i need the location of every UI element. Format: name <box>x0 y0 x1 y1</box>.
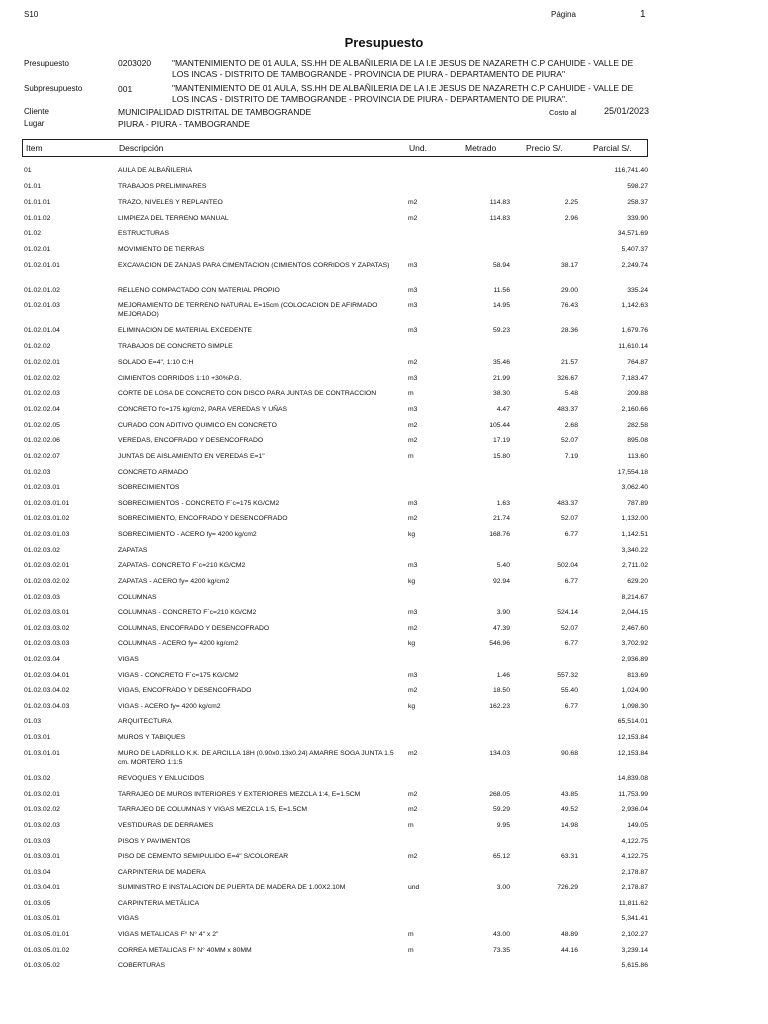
item-parcial: 629.20 <box>627 578 648 585</box>
item-description: TRABAJOS PRELIMINARES <box>118 183 207 190</box>
item-precio: 52.07 <box>560 515 578 522</box>
item-precio: 21.57 <box>560 359 578 366</box>
item-unit: m2 <box>408 853 418 860</box>
item-parcial: 764.87 <box>627 359 648 366</box>
presupuesto-description: "MANTENIMIENTO DE 01 AULA, SS.HH DE ALBAÑILERIA DE LA I.E JESUS DE NAZARETH C.P CAHUIDE - VALLE DE LOS INCAS - DISTRITO DE TAMBOGRANDE - PROVINCIA DE PIURA - DEPARTAMENTO DE PIURA" <box>172 58 634 79</box>
item-parcial: 209.88 <box>627 390 648 397</box>
lugar-value: PIURA - PIURA - TAMBOGRANDE <box>118 119 250 129</box>
item-metrado: 3.90 <box>496 609 510 616</box>
item-parcial: 2,936.04 <box>621 806 648 813</box>
item-metrado: 38.30 <box>492 390 510 397</box>
item-precio: 48.89 <box>560 931 578 938</box>
item-code: 01.03.03 <box>24 838 51 845</box>
item-metrado: 162.23 <box>489 703 510 710</box>
item-code: 01.03.02.03 <box>24 822 60 829</box>
item-metrado: 59.23 <box>492 327 510 334</box>
item-precio: 557.32 <box>557 672 578 679</box>
item-precio: 7.19 <box>564 453 578 460</box>
item-precio: 502.04 <box>557 562 578 569</box>
item-unit: m2 <box>408 199 418 206</box>
item-parcial: 2,936.89 <box>621 656 648 663</box>
item-code: 01.02.01 <box>24 246 51 253</box>
item-description: VEREDAS, ENCOFRADO Y DESENCOFRADO <box>118 437 264 444</box>
item-description: COLUMNAS <box>118 594 157 601</box>
item-parcial: 34,571.69 <box>617 230 648 237</box>
cliente-value: MUNICIPALIDAD DISTRITAL DE TAMBOGRANDE <box>118 107 312 117</box>
item-parcial: 12,153.84 <box>617 750 648 757</box>
item-parcial: 11,610.14 <box>618 343 648 350</box>
item-parcial: 1,098.30 <box>621 703 648 710</box>
item-code: 01.01 <box>24 183 42 190</box>
item-precio: 326.67 <box>557 375 578 382</box>
item-description: VIGAS <box>118 656 139 663</box>
item-code: 01.03 <box>24 718 42 725</box>
item-code: 01.03.04 <box>24 869 51 876</box>
item-metrado: 546.96 <box>489 640 510 647</box>
costo-date: 25/01/2023 <box>604 106 650 116</box>
item-description: VESTIDURAS DE DERRAMES <box>118 822 214 829</box>
item-description: COLUMNAS - ACERO fy= 4200 kg/cm2 <box>118 640 239 647</box>
item-metrado: 268.05 <box>489 791 510 798</box>
column-header-descripcion: Descripción <box>119 143 164 153</box>
item-description: ZAPATAS - ACERO fy= 4200 kg/cm2 <box>118 578 230 585</box>
item-precio: 6.77 <box>564 578 578 585</box>
item-description: VIGAS METALICAS F° N° 4" x 2" <box>118 931 219 938</box>
item-precio: 483.37 <box>557 406 578 413</box>
item-code: 01.02.03.04.02 <box>24 687 70 694</box>
item-precio: 14.98 <box>560 822 578 829</box>
column-header-precio: Precio S/. <box>526 143 563 153</box>
item-code: 01.03.02 <box>24 775 51 782</box>
item-unit: kg <box>408 703 416 710</box>
item-description: SOBRECIMIENTO - ACERO fy= 4200 kg/cm2 <box>118 531 257 538</box>
item-parcial: 813.69 <box>627 672 648 679</box>
item-unit: m3 <box>408 406 418 413</box>
costo-label: Costo al <box>549 108 577 117</box>
item-code: 01.02.03.03.01 <box>24 609 70 616</box>
subpresupuesto-description: "MANTENIMIENTO DE 01 AULA, SS.HH DE ALBAÑILERIA DE LA I.E JESUS DE NAZARETH C.P CAHUIDE - VALLE DE LOS INCAS - DISTRITO DE TAMBOGRANDE - PROVINCIA DE PIURA - DEPARTAMENTO DE PIURA". <box>172 83 634 104</box>
item-parcial: 1,142.63 <box>621 302 648 309</box>
item-metrado: 105.44 <box>489 422 510 429</box>
item-precio: 55.40 <box>560 687 578 694</box>
item-parcial: 258.37 <box>627 199 648 206</box>
item-code: 01.02.03.03.03 <box>24 640 70 647</box>
item-unit: m2 <box>408 359 418 366</box>
item-parcial: 598.27 <box>627 183 648 190</box>
item-parcial: 4,122.75 <box>621 838 648 845</box>
item-description: ELIMINACION DE MATERIAL EXCEDENTE <box>118 327 253 334</box>
item-description: VIGAS - CONCRETO F´c=175 KG/CM2 <box>118 672 239 679</box>
item-description: EXCAVACION DE ZANJAS PARA CIMENTACION (CIMIENTOS CORRIDOS Y ZAPATAS) <box>118 262 390 269</box>
item-code: 01.02.03.04 <box>24 656 60 663</box>
item-description: MURO DE LADRILLO K.K. DE ARCILLA 18H (0.90x0.13x0.24) AMARRE SOGA JUNTA 1.5 cm. MORTERO 1:1:5 <box>118 750 394 766</box>
item-precio: 6.77 <box>564 640 578 647</box>
table-header <box>22 139 648 157</box>
item-metrado: 114.83 <box>489 199 510 206</box>
item-unit: m <box>408 390 414 397</box>
item-metrado: 17.19 <box>492 437 510 444</box>
item-metrado: 14.95 <box>492 302 510 309</box>
item-description: CONCRETO ARMADO <box>118 469 189 476</box>
item-parcial: 335.24 <box>627 287 648 294</box>
item-code: 01.02.03.01.02 <box>24 515 70 522</box>
item-code: 01.02.01.02 <box>24 287 60 294</box>
item-parcial: 11,753.99 <box>618 791 648 798</box>
item-description: PISOS Y PAVIMENTOS <box>118 838 191 845</box>
item-parcial: 5,341.41 <box>621 915 648 922</box>
item-code: 01.02.02.05 <box>24 422 60 429</box>
item-parcial: 17,554.18 <box>617 469 648 476</box>
item-description: VIGAS <box>118 915 139 922</box>
item-code: 01.03.03.01 <box>24 853 60 860</box>
item-precio: 6.77 <box>564 531 578 538</box>
item-metrado: 59.29 <box>492 806 510 813</box>
item-parcial: 14,839.08 <box>617 775 648 782</box>
item-precio: 63.31 <box>560 853 578 860</box>
item-code: 01.03.02.02 <box>24 806 60 813</box>
item-precio: 90.68 <box>560 750 578 757</box>
item-description: CORTE DE LOSA DE CONCRETO CON DISCO PARA JUNTAS DE CONTRACCION <box>118 390 377 397</box>
item-metrado: 5.40 <box>496 562 510 569</box>
item-description: CARPINTERIA METÁLICA <box>118 900 200 907</box>
item-parcial: 1,679.76 <box>621 327 648 334</box>
item-code: 01.02.03.03.02 <box>24 625 70 632</box>
item-parcial: 1,024.90 <box>621 687 648 694</box>
item-description: MEJORAMIENTO DE TERRENO NATURAL E=15cm (COLOCACION DE AFIRMADO MEJORADO) <box>118 302 378 318</box>
column-header-parcial: Parcial S/. <box>593 143 632 153</box>
item-unit: m <box>408 453 414 460</box>
item-parcial: 4,122.75 <box>621 853 648 860</box>
item-unit: m3 <box>408 500 418 507</box>
item-unit: m3 <box>408 375 418 382</box>
item-metrado: 11.56 <box>493 287 510 294</box>
item-parcial: 2,102.27 <box>621 931 648 938</box>
document-title: Presupuesto <box>344 35 424 50</box>
item-code: 01.02.02.01 <box>24 359 60 366</box>
item-parcial: 116,741.40 <box>614 167 648 174</box>
item-parcial: 2,467.60 <box>621 625 648 632</box>
item-unit: m <box>408 931 414 938</box>
item-precio: 726.29 <box>557 884 578 891</box>
item-unit: m2 <box>408 515 418 522</box>
item-metrado: 43.00 <box>492 931 510 938</box>
item-code: 01.02.03 <box>24 469 51 476</box>
item-precio: 44.16 <box>560 947 578 954</box>
item-parcial: 3,340.22 <box>621 547 648 554</box>
item-code: 01.02.03.03 <box>24 594 60 601</box>
item-parcial: 3,062.40 <box>621 484 648 491</box>
item-precio: 29.00 <box>560 287 578 294</box>
item-metrado: 47.39 <box>492 625 510 632</box>
item-code: 01.01.02 <box>24 215 51 222</box>
item-precio: 5.48 <box>564 390 578 397</box>
item-unit: m2 <box>408 437 418 444</box>
item-metrado: 15.80 <box>492 453 510 460</box>
item-parcial: 149.05 <box>627 822 648 829</box>
item-code: 01.03.01.01 <box>24 750 60 757</box>
item-code: 01.03.05.01.01 <box>24 931 70 938</box>
item-description: TRAZO, NIVELES Y REPLANTEO <box>118 199 223 206</box>
item-description: CIMIENTOS CORRIDOS 1:10 +30%P.G. <box>118 375 242 382</box>
item-code: 01.03.01 <box>24 734 51 741</box>
item-parcial: 3,239.14 <box>621 947 648 954</box>
item-description: ARQUITECTURA <box>118 718 172 725</box>
item-unit: m <box>408 947 414 954</box>
item-parcial: 11,811.62 <box>618 900 648 907</box>
item-precio: 524.14 <box>557 609 578 616</box>
item-parcial: 7,183.47 <box>621 375 648 382</box>
item-description: CURADO CON ADITIVO QUIMICO EN CONCRETO <box>118 422 277 429</box>
item-metrado: 21.74 <box>492 515 510 522</box>
item-code: 01.02 <box>24 230 42 237</box>
item-description: CONCRETO f'c=175 kg/cm2, PARA VEREDAS Y UÑAS <box>118 406 288 413</box>
item-unit: m <box>408 822 414 829</box>
item-parcial: 2,160.66 <box>621 406 648 413</box>
item-parcial: 12,153.84 <box>617 734 648 741</box>
item-description: ZAPATAS <box>118 547 148 554</box>
item-metrado: 114.83 <box>489 215 510 222</box>
item-parcial: 2,044.15 <box>621 609 648 616</box>
item-code: 01.02.02.07 <box>24 453 60 460</box>
item-unit: m3 <box>408 562 418 569</box>
item-description: VIGAS, ENCOFRADO Y DESENCOFRADO <box>118 687 252 694</box>
item-unit: kg <box>408 640 416 647</box>
item-precio: 49.52 <box>560 806 578 813</box>
item-description: JUNTAS DE AISLAMIENTO EN VEREDAS E=1" <box>118 453 265 460</box>
item-code: 01.02.03.04.03 <box>24 703 70 710</box>
item-description: REVOQUES Y ENLUCIDOS <box>118 775 205 782</box>
item-parcial: 1,132.00 <box>621 515 648 522</box>
item-code: 01.03.05 <box>24 900 51 907</box>
item-parcial: 8,214.67 <box>621 594 648 601</box>
item-unit: m3 <box>408 262 418 269</box>
item-description: SOBRECIMIENTO, ENCOFRADO Y DESENCOFRADO <box>118 515 288 522</box>
item-code: 01.03.05.01 <box>24 915 60 922</box>
item-unit: m2 <box>408 625 418 632</box>
item-description: MOVIMIENTO DE TIERRAS <box>118 246 205 253</box>
subpresupuesto-code: 001 <box>118 84 133 94</box>
item-precio: 28.36 <box>560 327 578 334</box>
item-unit: kg <box>408 578 416 585</box>
page-label: Página <box>551 10 576 19</box>
column-header-und: Und. <box>409 143 427 153</box>
item-unit: kg <box>408 531 416 538</box>
item-code: 01.02.03.04.01 <box>24 672 70 679</box>
item-unit: m2 <box>408 215 418 222</box>
item-code: 01.02.02.06 <box>24 437 60 444</box>
item-description: TARRAJEO DE COLUMNAS Y VIGAS MEZCLA 1:5, E=1.5CM <box>118 806 308 813</box>
item-description: SUMINISTRO E INSTALACION DE PUERTA DE MADERA DE 1.00X2.10M <box>118 884 346 891</box>
item-precio: 52.07 <box>560 625 578 632</box>
item-description: SOBRECIMIENTOS - CONCRETO F´c=175 KG/CM2 <box>118 500 280 507</box>
item-code: 01.02.03.01.03 <box>24 531 70 538</box>
item-code: 01.03.05.02 <box>24 962 60 969</box>
item-description: AULA DE ALBAÑILERIA <box>118 167 193 174</box>
item-metrado: 92.94 <box>492 578 510 585</box>
item-description: SOBRECIMIENTOS <box>118 484 180 491</box>
presupuesto-label: Presupuesto <box>24 59 69 68</box>
item-metrado: 1.63 <box>496 500 510 507</box>
item-code: 01.03.04.01 <box>24 884 60 891</box>
item-parcial: 895.08 <box>627 437 648 444</box>
item-metrado: 65.12 <box>492 853 510 860</box>
presupuesto-code: 0203020 <box>118 58 152 68</box>
item-code: 01.02.01.01 <box>24 262 60 269</box>
item-parcial: 282.58 <box>627 422 648 429</box>
item-description: TARRAJEO DE MUROS INTERIORES Y EXTERIORES MEZCLA 1:4, E=1.5CM <box>118 791 361 798</box>
item-description: SOLADO E=4", 1:10 C:H <box>118 359 194 366</box>
item-parcial: 2,178.87 <box>621 884 648 891</box>
report-code: S10 <box>24 10 39 19</box>
item-parcial: 113.60 <box>627 453 648 460</box>
item-unit: und <box>408 884 420 891</box>
item-description: COLUMNAS, ENCOFRADO Y DESENCOFRADO <box>118 625 270 632</box>
item-metrado: 134.03 <box>489 750 510 757</box>
item-code: 01.02.03.02 <box>24 547 60 554</box>
item-code: 01.01.01 <box>24 199 51 206</box>
item-unit: m3 <box>408 287 418 294</box>
item-precio: 2.68 <box>564 422 578 429</box>
item-unit: m3 <box>408 302 418 309</box>
item-code: 01.03.02.01 <box>24 791 60 798</box>
item-precio: 483.37 <box>557 500 578 507</box>
item-code: 01.02.01.04 <box>24 327 60 334</box>
item-description: LIMPIEZA DEL TERRENO MANUAL <box>118 215 229 222</box>
item-metrado: 58.94 <box>492 262 510 269</box>
item-parcial: 2,249.74 <box>621 262 648 269</box>
item-precio: 2.96 <box>564 215 578 222</box>
item-metrado: 18.50 <box>492 687 510 694</box>
item-parcial: 1,142.51 <box>621 531 648 538</box>
item-metrado: 9.95 <box>496 822 510 829</box>
subpresupuesto-label: Subpresupuesto <box>24 84 83 93</box>
item-description: TRABAJOS DE CONCRETO SIMPLE <box>118 343 233 350</box>
item-parcial: 65,514.01 <box>617 718 648 725</box>
item-description: CARPINTERIA DE MADERA <box>118 869 206 876</box>
item-unit: m3 <box>408 672 418 679</box>
item-precio: 6.77 <box>564 703 578 710</box>
item-code: 01.02.03.01.01 <box>24 500 70 507</box>
item-code: 01.02.03.01 <box>24 484 60 491</box>
item-unit: m2 <box>408 687 418 694</box>
item-code: 01.02.02.04 <box>24 406 60 413</box>
item-description: PISO DE CEMENTO SEMIPULIDO E=4" S/COLOREAR <box>118 853 289 860</box>
item-parcial: 5,407.37 <box>621 246 648 253</box>
cliente-label: Cliente <box>24 107 49 116</box>
item-code: 01.02.02 <box>24 343 51 350</box>
item-code: 01 <box>24 167 32 174</box>
item-parcial: 339.90 <box>627 215 648 222</box>
item-unit: m3 <box>408 609 418 616</box>
item-precio: 76.43 <box>560 302 578 309</box>
item-description: COLUMNAS - CONCRETO F´c=210 KG/CM2 <box>118 609 257 616</box>
item-precio: 2.25 <box>564 199 578 206</box>
item-unit: m2 <box>408 750 418 757</box>
page-number: 1 <box>640 9 646 20</box>
item-description: ZAPATAS- CONCRETO F´c=210 KG/CM2 <box>118 562 246 569</box>
item-description: COBERTURAS <box>118 962 166 969</box>
item-parcial: 2,178.87 <box>621 869 648 876</box>
item-description: CORREA METALICAS F° N° 40MM x 80MM <box>118 947 252 954</box>
item-code: 01.02.03.02.01 <box>24 562 70 569</box>
item-code: 01.02.01.03 <box>24 302 60 309</box>
item-precio: 38.17 <box>560 262 578 269</box>
item-code: 01.02.03.02.02 <box>24 578 70 585</box>
item-precio: 52.07 <box>560 437 578 444</box>
item-metrado: 3.00 <box>496 884 510 891</box>
item-description: VIGAS - ACERO fy= 4200 kg/cm2 <box>118 703 221 710</box>
item-code: 01.03.05.01.02 <box>24 947 70 954</box>
item-description: ESTRUCTURAS <box>118 230 169 237</box>
column-header-item: Item <box>26 143 43 153</box>
item-parcial: 3,702.92 <box>621 640 648 647</box>
item-precio: 43.85 <box>560 791 578 798</box>
item-description: RELLENO COMPACTADO CON MATERIAL PROPIO <box>118 287 280 294</box>
item-parcial: 787.89 <box>627 500 648 507</box>
lugar-label: Lugar <box>24 119 45 128</box>
item-unit: m3 <box>408 327 418 334</box>
item-unit: m2 <box>408 422 418 429</box>
item-metrado: 21.99 <box>492 375 510 382</box>
item-unit: m2 <box>408 791 418 798</box>
column-header-metrado: Metrado <box>465 143 497 153</box>
item-metrado: 35.46 <box>492 359 510 366</box>
item-metrado: 168.76 <box>489 531 510 538</box>
item-metrado: 73.35 <box>492 947 510 954</box>
item-parcial: 5,615.86 <box>621 962 648 969</box>
item-code: 01.02.02.03 <box>24 390 60 397</box>
item-code: 01.02.02.02 <box>24 375 60 382</box>
item-description: MUROS Y TABIQUES <box>118 734 186 741</box>
item-parcial: 2,711.02 <box>622 562 648 569</box>
item-metrado: 4.47 <box>496 406 510 413</box>
item-metrado: 1.46 <box>496 672 510 679</box>
item-unit: m2 <box>408 806 418 813</box>
